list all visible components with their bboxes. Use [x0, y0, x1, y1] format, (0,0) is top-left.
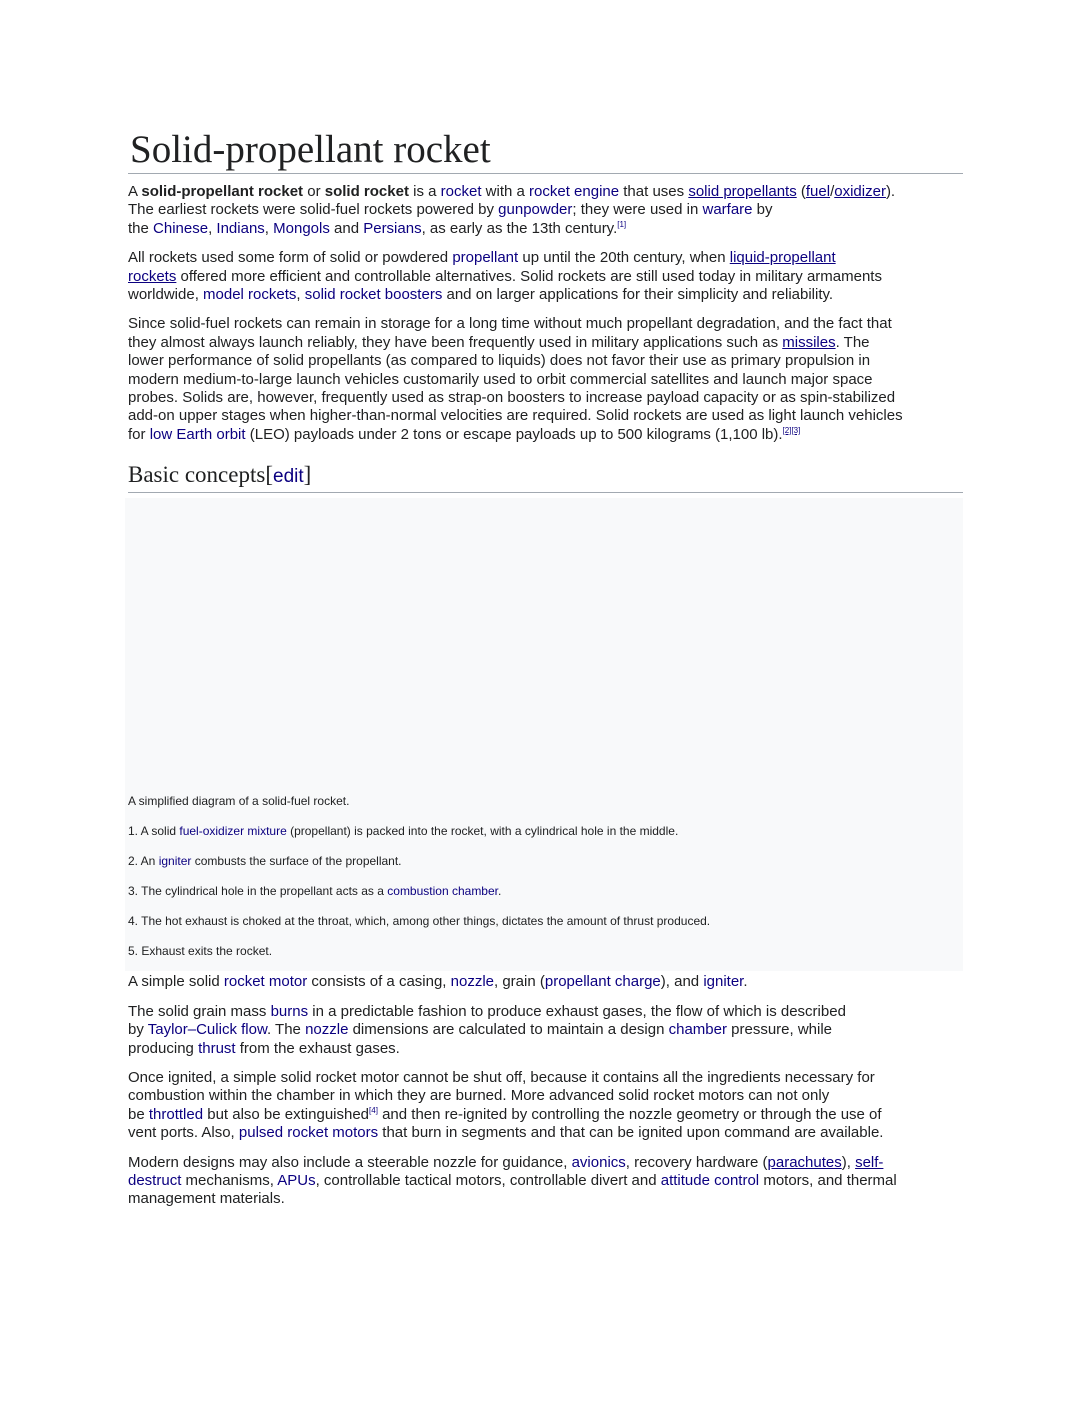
article	[128, 128, 963, 1209]
link-persians[interactable]: Persians	[363, 219, 422, 237]
link-gunpowder[interactable]: gunpowder	[498, 201, 573, 219]
intro-paragraph-1: A solid-propellant rocket or solid rocket is a rocket with a rocket engine that uses solid propellants (fuel/oxidizer). The earliest rockets were solid-fuel rockets powered by gunpowder; they were used in warfare by the Chinese, Indians, Mongols and Persians, as early as the 13th century.[1]	[128, 183, 896, 237]
link-attitude-control[interactable]: attitude control	[660, 1171, 760, 1189]
rocket-diagram-image	[125, 498, 963, 794]
link-missiles[interactable]: missiles	[782, 333, 836, 351]
link-thrust[interactable]: thrust	[198, 1039, 236, 1057]
link-propellant-charge[interactable]: propellant charge	[544, 973, 661, 991]
link-model-rockets[interactable]: model rockets	[203, 286, 297, 304]
link-propellant[interactable]: propellant	[452, 249, 519, 267]
link-rocket-motor[interactable]: rocket motor	[223, 973, 308, 991]
link-taylor-culick-flow[interactable]: Taylor–Culick flow	[147, 1021, 267, 1039]
figure-caption	[125, 794, 963, 974]
caption-line: 5. Exhaust exits the rocket.	[128, 944, 273, 959]
link-oxidizer[interactable]: oxidizer	[834, 183, 886, 200]
body-paragraph-3: Once ignited, a simple solid rocket motor cannot be shut off, because it contains all the ingredients necessary for combustion within the chamber in which they are burned. More advanced solid rocket motors can not only be throttled but also be extinguished[4] and then re-ignited by controlling the nozzle geometry or through the use of vent ports. Also, pulsed rocket motors that burn in segments and that can be ignited upon command are available.	[128, 1068, 884, 1142]
section-heading-basic-concepts: Basic concepts[edit]	[128, 461, 963, 493]
bold-term-solid-rocket: solid rocket	[324, 183, 409, 200]
link-nozzle[interactable]: nozzle	[450, 973, 494, 991]
page-title: Solid-propellant rocket	[128, 128, 963, 174]
link-self-destruct-2[interactable]: destruct	[128, 1171, 182, 1189]
link-solid-rocket-boosters[interactable]: solid rocket boosters	[304, 286, 443, 304]
intro-paragraph-3: Since solid-fuel rockets can remain in storage for a long time without much propellant degradation, and the fact that they almost always launch reliably, they have been frequently used in military applications such as missiles. The lower performance of solid propellants (as compared to liquids) does not favor their use as primary propulsion in modern medium-to-large launch vehicles customarily used to orbit commercial satellites and launch major space probes. Solids are, however, frequently used as strap-on boosters to increase payload capacity or as spin-stabilized add-on upper stages when higher-than-normal velocities are required. Solid rockets are used as light launch vehicles for low Earth orbit (LEO) payloads under 2 tons or escape payloads up to 500 kilograms (1,100 lb).[2][3]	[128, 315, 903, 443]
link-igniter[interactable]: igniter	[703, 973, 744, 991]
link-igniter-caption[interactable]: igniter	[158, 854, 192, 869]
link-burns[interactable]: burns	[270, 1002, 309, 1020]
citation-2[interactable]: [2]	[782, 425, 792, 435]
link-low-earth-orbit[interactable]: low Earth orbit	[149, 425, 246, 443]
link-solid-propellants[interactable]: solid propellants	[688, 183, 797, 200]
caption-line: A simplified diagram of a solid-fuel rocket.	[128, 794, 350, 809]
edit-section-link[interactable]: edit	[273, 466, 304, 488]
link-self-destruct[interactable]: self-	[855, 1153, 884, 1171]
caption-line: 3. The cylindrical hole in the propellant acts as a combustion chamber.	[128, 884, 502, 899]
intro-paragraph-2: All rockets used some form of solid or powdered propellant up until the 20th century, when liquid-propellant rockets offered more efficient and controllable alternatives. Solid rockets are still used today in military armaments worldwide, model rockets, solid rocket boosters and on larger applications for their simplicity and reliability.	[128, 249, 882, 304]
link-chinese[interactable]: Chinese	[153, 219, 209, 237]
link-apus[interactable]: APUs	[277, 1171, 316, 1189]
link-parachutes[interactable]: parachutes	[767, 1153, 842, 1171]
link-pulsed-rocket-motors[interactable]: pulsed rocket motors	[238, 1124, 379, 1142]
bold-term-solid-propellant-rocket: solid-propellant rocket	[141, 183, 304, 200]
link-chamber[interactable]: chamber	[668, 1021, 727, 1039]
caption-line: 2. An igniter combusts the surface of the propellant.	[128, 854, 402, 869]
link-mongols[interactable]: Mongols	[273, 219, 330, 237]
body-paragraph-4: Modern designs may also include a steerable nozzle for guidance, avionics, recovery hardware (parachutes), self- destruct mechanisms, APUs, controllable tactical motors, controllable divert and attitude control motors, and thermal management materials.	[128, 1153, 897, 1208]
link-throttled[interactable]: throttled	[148, 1105, 204, 1123]
link-rocket-engine[interactable]: rocket engine	[529, 183, 620, 200]
citation-3[interactable]: [3]	[791, 425, 801, 435]
link-avionics[interactable]: avionics	[571, 1153, 626, 1171]
link-fuel[interactable]: fuel	[805, 183, 831, 200]
link-nozzle-2[interactable]: nozzle	[305, 1021, 349, 1039]
caption-line: 1. A solid fuel-oxidizer mixture (propellant) is packed into the rocket, with a cylindrical hole in the middle.	[128, 824, 679, 839]
citation-1[interactable]: [1]	[617, 219, 627, 229]
figure-thumbnail	[125, 498, 963, 971]
caption-line: 4. The hot exhaust is choked at the throat, which, among other things, dictates the amount of thrust produced.	[128, 914, 711, 929]
body-paragraph-1: A simple solid rocket motor consists of a casing, nozzle, grain (propellant charge), and igniter.	[128, 973, 748, 991]
link-rocket[interactable]: rocket	[440, 183, 482, 200]
link-fuel-oxidizer-mixture[interactable]: fuel-oxidizer mixture	[179, 824, 287, 839]
link-liquid-propellant[interactable]: liquid-propellant	[729, 249, 836, 267]
link-warfare[interactable]: warfare	[702, 201, 753, 219]
link-combustion-chamber[interactable]: combustion chamber	[387, 884, 498, 899]
citation-4[interactable]: [4]	[369, 1105, 378, 1115]
link-indians[interactable]: Indians	[216, 219, 265, 237]
body-paragraph-2: The solid grain mass burns in a predictable fashion to produce exhaust gases, the flow of which is described by Taylor–Culick flow. The nozzle dimensions are calculated to maintain a design chamber pressure, while producing thrust from the exhaust gases.	[128, 1002, 846, 1057]
link-liquid-propellant-rockets[interactable]: rockets	[128, 267, 177, 285]
